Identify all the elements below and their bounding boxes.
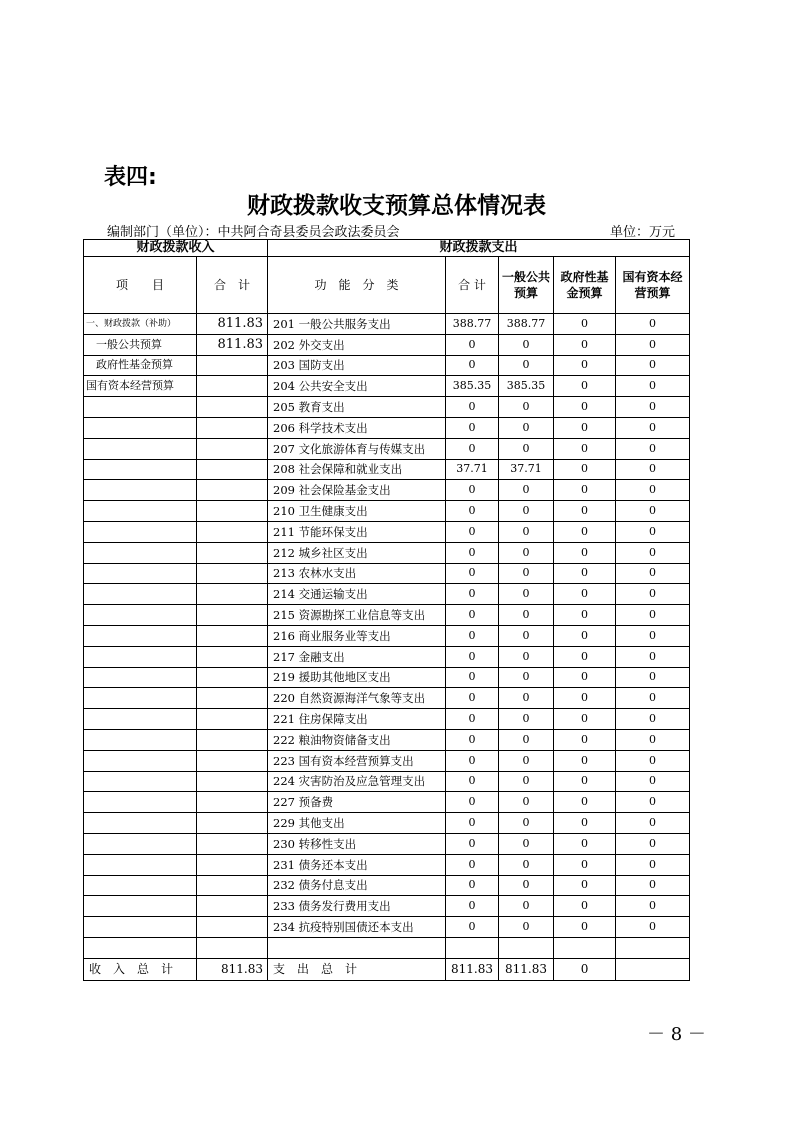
- table-row: [84, 771, 690, 792]
- fund-budget-value: 0: [554, 792, 616, 813]
- fund-budget-value: 0: [554, 667, 616, 688]
- page-title: 财政拨款收支预算总体情况表: [247, 193, 546, 219]
- expense-total: 0: [446, 584, 499, 605]
- income-total-amount: 811.83: [197, 958, 268, 980]
- expense-total: 385.35: [446, 376, 499, 397]
- income-amount: [197, 417, 268, 438]
- income-item: [84, 584, 197, 605]
- state-budget-value: 0: [616, 480, 690, 501]
- general-budget-value: 0: [499, 709, 554, 730]
- fund-budget-value: 0: [554, 459, 616, 480]
- general-budget-value: 0: [499, 688, 554, 709]
- expense-total: 0: [446, 896, 499, 917]
- income-amount: [197, 376, 268, 397]
- state-budget-value: 0: [616, 646, 690, 667]
- general-budget-value: 0: [499, 417, 554, 438]
- state-budget-value: 0: [616, 667, 690, 688]
- general-budget-header: 一般公共预算: [499, 257, 554, 314]
- totals-row: [84, 958, 690, 980]
- function-category: 203 国防支出: [268, 355, 446, 376]
- income-item: [84, 792, 197, 813]
- function-category: [268, 937, 446, 958]
- function-category: 208 社会保障和就业支出: [268, 459, 446, 480]
- function-category: 219 援助其他地区支出: [268, 667, 446, 688]
- expense-total: 0: [446, 625, 499, 646]
- function-category: 222 粮油物资储备支出: [268, 729, 446, 750]
- income-amount: [197, 729, 268, 750]
- state-budget-value: 0: [616, 605, 690, 626]
- fund-budget-value: 0: [554, 501, 616, 522]
- expense-total: 0: [446, 833, 499, 854]
- income-amount: [197, 917, 268, 938]
- state-budget-value: 0: [616, 521, 690, 542]
- general-budget-value: 0: [499, 750, 554, 771]
- income-amount: [197, 355, 268, 376]
- expense-total: 0: [446, 542, 499, 563]
- fund-budget-value: 0: [554, 813, 616, 834]
- general-budget-value: 0: [499, 854, 554, 875]
- income-amount: [197, 667, 268, 688]
- income-item: [84, 480, 197, 501]
- fund-budget-value: 0: [554, 334, 616, 355]
- general-budget-value: 385.35: [499, 376, 554, 397]
- income-item: [84, 750, 197, 771]
- income-item: [84, 709, 197, 730]
- fund-budget-value: 0: [554, 833, 616, 854]
- income-item: [84, 605, 197, 626]
- general-budget-value: 0: [499, 501, 554, 522]
- income-amount: [197, 813, 268, 834]
- table-row: [84, 438, 690, 459]
- general-budget-value: 0: [499, 771, 554, 792]
- general-budget-value: 0: [499, 896, 554, 917]
- state-budget-value: 0: [616, 355, 690, 376]
- general-budget-value: 0: [499, 355, 554, 376]
- table-row: [84, 875, 690, 896]
- state-budget-value: 0: [616, 813, 690, 834]
- income-amount: [197, 875, 268, 896]
- expense-total: 0: [446, 563, 499, 584]
- expense-total: 0: [446, 688, 499, 709]
- fund-budget-header: 政府性基金预算: [554, 257, 616, 314]
- table-row: [84, 459, 690, 480]
- general-budget-value: 0: [499, 792, 554, 813]
- general-budget-value: 0: [499, 563, 554, 584]
- function-category: 216 商业服务业等支出: [268, 625, 446, 646]
- income-item: [84, 771, 197, 792]
- function-category: 221 住房保障支出: [268, 709, 446, 730]
- function-category: 234 抗疫特别国债还本支出: [268, 917, 446, 938]
- page-number: － 8 －: [647, 1024, 706, 1045]
- table-row: [84, 501, 690, 522]
- income-item: [84, 813, 197, 834]
- state-budget-value: 0: [616, 563, 690, 584]
- fund-budget-value: 0: [554, 584, 616, 605]
- expense-total: 0: [446, 750, 499, 771]
- fund-budget-value: 0: [554, 376, 616, 397]
- general-budget-value: 0: [499, 875, 554, 896]
- expense-total: 0: [446, 729, 499, 750]
- header-row-columns: [84, 257, 690, 314]
- income-amount: [197, 563, 268, 584]
- income-amount: [197, 833, 268, 854]
- expense-total: 0: [446, 480, 499, 501]
- income-amount: [197, 709, 268, 730]
- function-category: 214 交通运输支出: [268, 584, 446, 605]
- function-category: 223 国有资本经营预算支出: [268, 750, 446, 771]
- state-budget-value: 0: [616, 334, 690, 355]
- income-amount: [197, 584, 268, 605]
- function-category: 201 一般公共服务支出: [268, 314, 446, 335]
- state-budget-value: 0: [616, 771, 690, 792]
- table-row: [84, 813, 690, 834]
- income-item: [84, 397, 197, 418]
- general-total-amount: 811.83: [499, 958, 554, 980]
- table-row: [84, 833, 690, 854]
- fund-budget-value: 0: [554, 729, 616, 750]
- general-budget-value: [499, 937, 554, 958]
- expense-total: 0: [446, 501, 499, 522]
- income-item: [84, 833, 197, 854]
- fund-budget-value: 0: [554, 896, 616, 917]
- income-item: [84, 438, 197, 459]
- org-line: 编制部门（单位）：中共阿合奇县委员会政法委员会: [107, 225, 400, 240]
- function-category: 206 科学技术支出: [268, 417, 446, 438]
- income-amount: 811.83: [197, 314, 268, 335]
- fund-budget-value: 0: [554, 605, 616, 626]
- income-item: [84, 542, 197, 563]
- table-label: 表四:: [104, 165, 157, 190]
- state-budget-value: 0: [616, 397, 690, 418]
- function-category: 220 自然资源海洋气象等支出: [268, 688, 446, 709]
- function-category: 231 债务还本支出: [268, 854, 446, 875]
- income-item: [84, 625, 197, 646]
- expense-total-label: 支 出 总 计: [268, 958, 446, 980]
- function-category: 227 预备费: [268, 792, 446, 813]
- function-category: 210 卫生健康支出: [268, 501, 446, 522]
- fund-budget-value: 0: [554, 417, 616, 438]
- income-amount: [197, 771, 268, 792]
- income-item: [84, 937, 197, 958]
- state-budget-value: 0: [616, 688, 690, 709]
- state-budget-value: 0: [616, 584, 690, 605]
- state-budget-value: 0: [616, 625, 690, 646]
- state-budget-value: 0: [616, 459, 690, 480]
- income-amount: [197, 397, 268, 418]
- expense-total: 0: [446, 417, 499, 438]
- function-category: 212 城乡社区支出: [268, 542, 446, 563]
- state-budget-value: 0: [616, 896, 690, 917]
- table-row: [84, 417, 690, 438]
- state-budget-value: 0: [616, 417, 690, 438]
- income-item: [84, 917, 197, 938]
- fund-budget-value: 0: [554, 625, 616, 646]
- exp-total-header: 合 计: [446, 257, 499, 314]
- table-row: [84, 480, 690, 501]
- header-row-group: [84, 240, 690, 257]
- expense-total: 0: [446, 709, 499, 730]
- expense-total: 0: [446, 813, 499, 834]
- income-group-header: 财政拨款收入: [84, 240, 268, 257]
- state-budget-value: 0: [616, 542, 690, 563]
- general-budget-value: 0: [499, 480, 554, 501]
- fund-budget-value: 0: [554, 646, 616, 667]
- income-item: [84, 854, 197, 875]
- table-row: [84, 917, 690, 938]
- unit-line: 单位：万元: [610, 225, 676, 240]
- state-budget-value: 0: [616, 854, 690, 875]
- table-row: [84, 792, 690, 813]
- state-budget-value: 0: [616, 792, 690, 813]
- income-amount: [197, 605, 268, 626]
- state-budget-value: 0: [616, 314, 690, 335]
- fund-budget-value: 0: [554, 709, 616, 730]
- general-budget-value: 388.77: [499, 314, 554, 335]
- general-budget-value: 0: [499, 521, 554, 542]
- income-amount: [197, 792, 268, 813]
- income-amount: [197, 750, 268, 771]
- income-item: [84, 729, 197, 750]
- table-row: [84, 646, 690, 667]
- function-category: 211 节能环保支出: [268, 521, 446, 542]
- fund-budget-value: 0: [554, 771, 616, 792]
- state-budget-value: 0: [616, 376, 690, 397]
- function-category: 215 资源勘探工业信息等支出: [268, 605, 446, 626]
- item-header: 项 目: [84, 257, 197, 314]
- expense-total: 0: [446, 917, 499, 938]
- state-budget-value: 0: [616, 875, 690, 896]
- table-row: [84, 334, 690, 355]
- state-budget-header: 国有资本经营预算: [616, 257, 690, 314]
- expense-total: 0: [446, 792, 499, 813]
- fund-budget-value: 0: [554, 875, 616, 896]
- total-header: 合 计: [197, 257, 268, 314]
- income-amount: [197, 854, 268, 875]
- expense-total: 0: [446, 334, 499, 355]
- table-row: [84, 750, 690, 771]
- table-row: [84, 521, 690, 542]
- income-amount: [197, 625, 268, 646]
- income-item: 政府性基金预算: [84, 355, 197, 376]
- table-row: [84, 314, 690, 335]
- function-category: 233 债务发行费用支出: [268, 896, 446, 917]
- income-amount: [197, 896, 268, 917]
- general-budget-value: 37.71: [499, 459, 554, 480]
- income-amount: [197, 480, 268, 501]
- general-budget-value: 0: [499, 605, 554, 626]
- income-amount: [197, 646, 268, 667]
- expense-group-header: 财政拨款支出: [268, 240, 690, 257]
- state-budget-value: [616, 937, 690, 958]
- table-row: [84, 584, 690, 605]
- expense-total: 0: [446, 646, 499, 667]
- income-item: [84, 896, 197, 917]
- general-budget-value: 0: [499, 646, 554, 667]
- income-amount: [197, 937, 268, 958]
- function-category: 230 转移性支出: [268, 833, 446, 854]
- general-budget-value: 0: [499, 334, 554, 355]
- income-amount: [197, 688, 268, 709]
- general-budget-value: 0: [499, 917, 554, 938]
- table-row: [84, 896, 690, 917]
- expense-total: 37.71: [446, 459, 499, 480]
- table-row: [84, 355, 690, 376]
- func-header: 功 能 分 类: [268, 257, 446, 314]
- expense-total: 0: [446, 521, 499, 542]
- table-row: [84, 729, 690, 750]
- fund-budget-value: 0: [554, 854, 616, 875]
- table-row: [84, 625, 690, 646]
- function-category: 229 其他支出: [268, 813, 446, 834]
- expense-total: 0: [446, 875, 499, 896]
- expense-total: 0: [446, 438, 499, 459]
- income-item: [84, 459, 197, 480]
- state-budget-value: 0: [616, 833, 690, 854]
- fund-budget-value: 0: [554, 438, 616, 459]
- table-row: [84, 563, 690, 584]
- table-row: [84, 937, 690, 958]
- general-budget-value: 0: [499, 438, 554, 459]
- budget-table: [83, 239, 690, 981]
- general-budget-value: 0: [499, 833, 554, 854]
- fund-budget-value: [554, 937, 616, 958]
- function-category: 209 社会保险基金支出: [268, 480, 446, 501]
- table-row: [84, 709, 690, 730]
- function-category: 232 债务付息支出: [268, 875, 446, 896]
- income-amount: [197, 438, 268, 459]
- general-budget-value: 0: [499, 625, 554, 646]
- income-amount: [197, 521, 268, 542]
- expense-total: 0: [446, 355, 499, 376]
- income-item: [84, 688, 197, 709]
- fund-budget-value: 0: [554, 563, 616, 584]
- table-row: [84, 854, 690, 875]
- function-category: 202 外交支出: [268, 334, 446, 355]
- income-item: [84, 521, 197, 542]
- table-row: [84, 397, 690, 418]
- fund-budget-value: 0: [554, 688, 616, 709]
- fund-budget-value: 0: [554, 397, 616, 418]
- state-budget-value: 0: [616, 729, 690, 750]
- expense-total: 0: [446, 771, 499, 792]
- income-amount: [197, 501, 268, 522]
- state-budget-value: 0: [616, 501, 690, 522]
- general-budget-value: 0: [499, 542, 554, 563]
- function-category: 207 文化旅游体育与传媒支出: [268, 438, 446, 459]
- general-budget-value: 0: [499, 584, 554, 605]
- expense-total: 388.77: [446, 314, 499, 335]
- fund-budget-value: 0: [554, 521, 616, 542]
- income-total-label: 收 入 总 计: [84, 958, 197, 980]
- income-item: 国有资本经营预算: [84, 376, 197, 397]
- table-row: [84, 605, 690, 626]
- fund-budget-value: 0: [554, 750, 616, 771]
- expense-total: 0: [446, 667, 499, 688]
- state-budget-value: 0: [616, 917, 690, 938]
- state-budget-value: 0: [616, 750, 690, 771]
- income-item: [84, 501, 197, 522]
- table-row: [84, 376, 690, 397]
- income-amount: [197, 542, 268, 563]
- expense-total: 0: [446, 854, 499, 875]
- income-amount: 811.83: [197, 334, 268, 355]
- general-budget-value: 0: [499, 729, 554, 750]
- expense-total: 0: [446, 605, 499, 626]
- expense-total: [446, 937, 499, 958]
- income-item: 一般公共预算: [84, 334, 197, 355]
- table-row: [84, 542, 690, 563]
- fund-budget-value: 0: [554, 314, 616, 335]
- fund-total-amount: 0: [554, 958, 616, 980]
- general-budget-value: 0: [499, 397, 554, 418]
- function-category: 205 教育支出: [268, 397, 446, 418]
- general-budget-value: 0: [499, 667, 554, 688]
- state-total-amount: [616, 958, 690, 980]
- fund-budget-value: 0: [554, 542, 616, 563]
- expense-total-amount: 811.83: [446, 958, 499, 980]
- fund-budget-value: 0: [554, 480, 616, 501]
- income-item: [84, 417, 197, 438]
- table-row: [84, 667, 690, 688]
- function-category: 217 金融支出: [268, 646, 446, 667]
- state-budget-value: 0: [616, 438, 690, 459]
- table-row: [84, 688, 690, 709]
- fund-budget-value: 0: [554, 917, 616, 938]
- state-budget-value: 0: [616, 709, 690, 730]
- income-amount: [197, 459, 268, 480]
- income-item: [84, 563, 197, 584]
- income-item: [84, 646, 197, 667]
- general-budget-value: 0: [499, 813, 554, 834]
- function-category: 204 公共安全支出: [268, 376, 446, 397]
- income-item: [84, 667, 197, 688]
- function-category: 224 灾害防治及应急管理支出: [268, 771, 446, 792]
- function-category: 213 农林水支出: [268, 563, 446, 584]
- income-item: [84, 875, 197, 896]
- expense-total: 0: [446, 397, 499, 418]
- fund-budget-value: 0: [554, 355, 616, 376]
- income-item: 一、财政拨款（补助）: [84, 314, 197, 335]
